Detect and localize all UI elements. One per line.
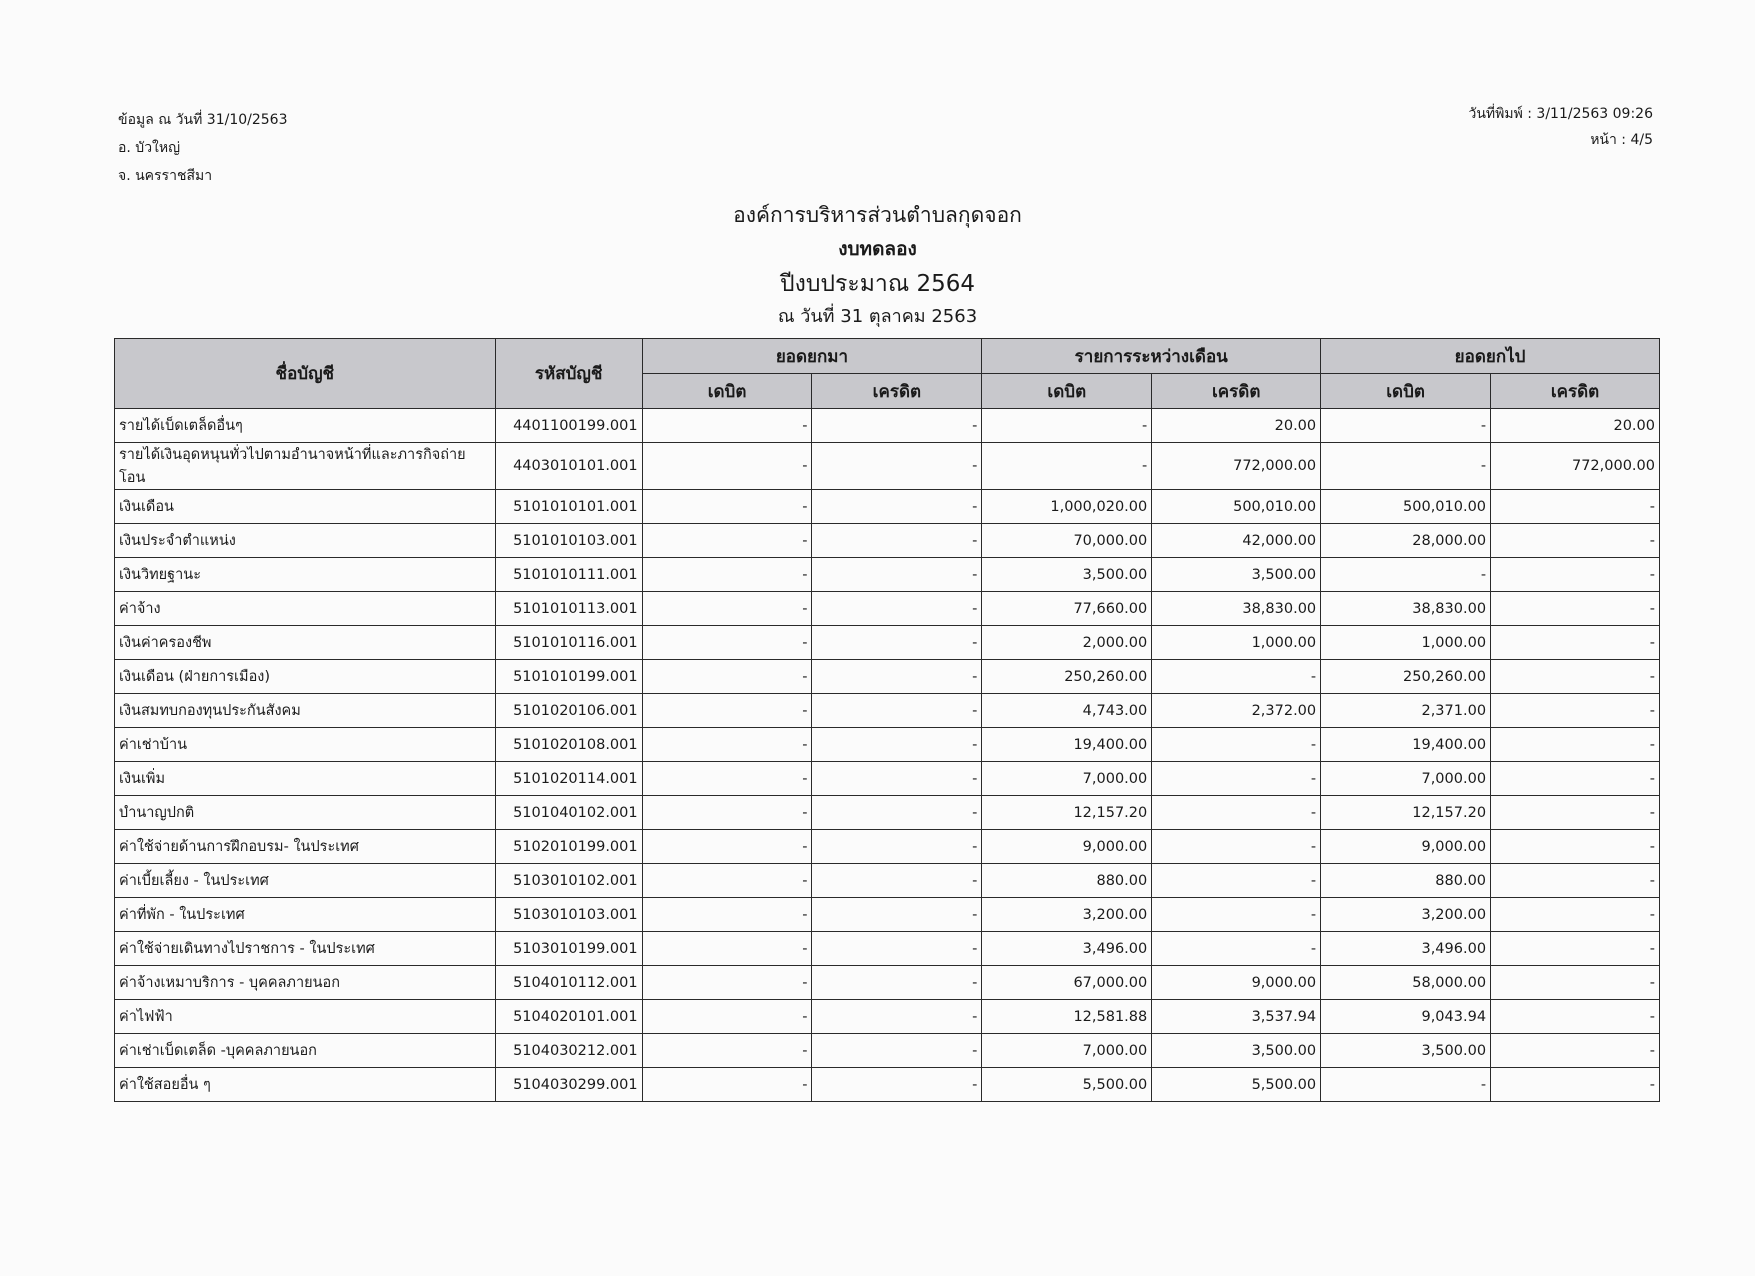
opening-debit-cell: - <box>642 660 812 694</box>
month-debit-cell: 77,660.00 <box>982 592 1152 626</box>
col-account-name: ชื่อบัญชี <box>115 339 496 409</box>
closing-debit-cell: 250,260.00 <box>1321 660 1491 694</box>
district-name: อ. บัวใหญ่ <box>118 140 181 156</box>
closing-debit-cell: 58,000.00 <box>1321 966 1491 1000</box>
month-credit-cell: - <box>1152 898 1321 932</box>
account-code-cell: 5104030299.001 <box>495 1068 642 1102</box>
account-code-cell: 4403010101.001 <box>495 443 642 490</box>
month-credit-cell: - <box>1152 864 1321 898</box>
month-credit-cell: - <box>1152 728 1321 762</box>
closing-debit-cell: 28,000.00 <box>1321 524 1491 558</box>
opening-debit-cell: - <box>642 524 812 558</box>
opening-credit-cell: - <box>812 830 982 864</box>
closing-credit-cell: - <box>1491 728 1660 762</box>
month-credit-cell: 38,830.00 <box>1152 592 1321 626</box>
month-debit-cell: - <box>982 409 1152 443</box>
opening-credit-cell: - <box>812 1000 982 1034</box>
closing-credit-cell: - <box>1491 558 1660 592</box>
month-credit-cell: 5,500.00 <box>1152 1068 1321 1102</box>
closing-credit-cell: - <box>1491 966 1660 1000</box>
opening-credit-cell: - <box>812 524 982 558</box>
table-row <box>115 830 1660 864</box>
closing-debit-cell: 3,500.00 <box>1321 1034 1491 1068</box>
closing-debit-cell: 3,200.00 <box>1321 898 1491 932</box>
fiscal-year-title: ปีงบประมาณ 2564 <box>780 271 975 297</box>
opening-debit-cell: - <box>642 762 812 796</box>
month-debit-cell: 12,581.88 <box>982 1000 1152 1034</box>
closing-debit-cell: 2,371.00 <box>1321 694 1491 728</box>
closing-debit-cell: 3,496.00 <box>1321 932 1491 966</box>
month-credit-cell: - <box>1152 796 1321 830</box>
month-credit-cell: - <box>1152 932 1321 966</box>
month-debit-cell: 250,260.00 <box>982 660 1152 694</box>
table-row <box>115 626 1660 660</box>
account-code-cell: 5101010113.001 <box>495 592 642 626</box>
closing-debit-cell: 19,400.00 <box>1321 728 1491 762</box>
account-name-cell: เงินเพิ่ม <box>115 762 496 796</box>
opening-credit-cell: - <box>812 864 982 898</box>
closing-debit-cell: 880.00 <box>1321 864 1491 898</box>
account-name-cell: ค่าที่พัก - ในประเทศ <box>115 898 496 932</box>
closing-debit-cell: - <box>1321 443 1491 490</box>
month-credit-cell: - <box>1152 762 1321 796</box>
closing-credit-cell: - <box>1491 864 1660 898</box>
account-code-cell: 5101020114.001 <box>495 762 642 796</box>
month-debit-cell: 9,000.00 <box>982 830 1152 864</box>
closing-credit-cell: - <box>1491 1034 1660 1068</box>
account-name-cell: เงินค่าครองชีพ <box>115 626 496 660</box>
account-name-cell: บำนาญปกติ <box>115 796 496 830</box>
opening-debit-cell: - <box>642 728 812 762</box>
as-of-date-title: ณ วันที่ 31 ตุลาคม 2563 <box>777 306 978 327</box>
month-debit-cell: 19,400.00 <box>982 728 1152 762</box>
month-debit-cell: 880.00 <box>982 864 1152 898</box>
opening-credit-cell: - <box>812 728 982 762</box>
table-row <box>115 660 1660 694</box>
month-debit-cell: 3,496.00 <box>982 932 1152 966</box>
table-row <box>115 409 1660 443</box>
month-debit-cell: 3,500.00 <box>982 558 1152 592</box>
opening-credit-cell: - <box>812 490 982 524</box>
table-row <box>115 592 1660 626</box>
account-code-cell: 5103010103.001 <box>495 898 642 932</box>
account-code-cell: 5103010199.001 <box>495 932 642 966</box>
closing-credit-cell: - <box>1491 524 1660 558</box>
table-row <box>115 1034 1660 1068</box>
opening-credit-cell: - <box>812 1068 982 1102</box>
opening-credit-cell: - <box>812 558 982 592</box>
table-row <box>115 864 1660 898</box>
account-code-cell: 5104030212.001 <box>495 1034 642 1068</box>
account-code-cell: 5104010112.001 <box>495 966 642 1000</box>
closing-credit-cell: - <box>1491 762 1660 796</box>
closing-credit-cell: - <box>1491 660 1660 694</box>
closing-debit-cell: - <box>1321 1068 1491 1102</box>
month-debit-cell: 2,000.00 <box>982 626 1152 660</box>
print-date: วันที่พิมพ์ : 3/11/2563 09:26 <box>1468 106 1653 122</box>
header-left <box>118 106 287 190</box>
account-code-cell: 5101010101.001 <box>495 490 642 524</box>
opening-debit-cell: - <box>642 864 812 898</box>
closing-credit-cell: - <box>1491 626 1660 660</box>
opening-debit-cell: - <box>642 443 812 490</box>
account-code-cell: 5104020101.001 <box>495 1000 642 1034</box>
account-code-cell: 5101020108.001 <box>495 728 642 762</box>
account-code-cell: 5101010103.001 <box>495 524 642 558</box>
account-name-cell: ค่าเช่าบ้าน <box>115 728 496 762</box>
table-row <box>115 443 1660 490</box>
account-code-cell: 5101010116.001 <box>495 626 642 660</box>
closing-credit-cell: 20.00 <box>1491 409 1660 443</box>
table-row <box>115 490 1660 524</box>
opening-debit-cell: - <box>642 592 812 626</box>
closing-credit-cell: - <box>1491 1068 1660 1102</box>
opening-debit-cell: - <box>642 1000 812 1034</box>
month-debit-cell: 1,000,020.00 <box>982 490 1152 524</box>
opening-credit-cell: - <box>812 443 982 490</box>
closing-debit-cell: 9,000.00 <box>1321 830 1491 864</box>
table-row <box>115 762 1660 796</box>
opening-credit-cell: - <box>812 626 982 660</box>
opening-credit-cell: - <box>812 796 982 830</box>
account-code-cell: 5101010199.001 <box>495 660 642 694</box>
account-name-cell: ค่าเบี้ยเลี้ยง - ในประเทศ <box>115 864 496 898</box>
col-opening-credit: เครดิต <box>812 374 982 409</box>
month-debit-cell: 7,000.00 <box>982 762 1152 796</box>
month-credit-cell: 2,372.00 <box>1152 694 1321 728</box>
opening-credit-cell: - <box>812 694 982 728</box>
opening-credit-cell: - <box>812 932 982 966</box>
trial-balance-table <box>114 338 1660 1102</box>
opening-credit-cell: - <box>812 1034 982 1068</box>
report-titles <box>0 198 1755 332</box>
opening-credit-cell: - <box>812 409 982 443</box>
table-row <box>115 898 1660 932</box>
month-debit-cell: 7,000.00 <box>982 1034 1152 1068</box>
month-debit-cell: - <box>982 443 1152 490</box>
data-as-of-date: ข้อมูล ณ วันที่ 31/10/2563 <box>118 112 288 128</box>
col-month-debit: เดบิต <box>982 374 1152 409</box>
month-debit-cell: 3,200.00 <box>982 898 1152 932</box>
table-row <box>115 694 1660 728</box>
opening-debit-cell: - <box>642 898 812 932</box>
closing-credit-cell: 772,000.00 <box>1491 443 1660 490</box>
opening-debit-cell: - <box>642 966 812 1000</box>
page-number: หน้า : 4/5 <box>1590 132 1653 148</box>
table-row <box>115 728 1660 762</box>
col-closing-credit: เครดิต <box>1491 374 1660 409</box>
account-name-cell: ค่าใช้จ่ายเดินทางไปราชการ - ในประเทศ <box>115 932 496 966</box>
account-name-cell: ค่าใช้สอยอื่น ๆ <box>115 1068 496 1102</box>
closing-credit-cell: - <box>1491 932 1660 966</box>
month-debit-cell: 67,000.00 <box>982 966 1152 1000</box>
opening-debit-cell: - <box>642 830 812 864</box>
month-credit-cell: 1,000.00 <box>1152 626 1321 660</box>
month-debit-cell: 12,157.20 <box>982 796 1152 830</box>
closing-debit-cell: 38,830.00 <box>1321 592 1491 626</box>
account-code-cell: 5102010199.001 <box>495 830 642 864</box>
opening-debit-cell: - <box>642 409 812 443</box>
col-during-month: รายการระหว่างเดือน <box>982 339 1321 374</box>
account-name-cell: รายได้เบ็ดเตล็ดอื่นๆ <box>115 409 496 443</box>
account-name-cell: รายได้เงินอุดหนุนทั่วไปตามอำนาจหน้าที่และภารกิจถ่ายโอน <box>115 443 496 490</box>
account-code-cell: 5101010111.001 <box>495 558 642 592</box>
opening-credit-cell: - <box>812 762 982 796</box>
account-name-cell: ค่าใช้จ่ายด้านการฝึกอบรม- ในประเทศ <box>115 830 496 864</box>
month-credit-cell: - <box>1152 660 1321 694</box>
table-row <box>115 1068 1660 1102</box>
opening-debit-cell: - <box>642 626 812 660</box>
closing-debit-cell: 500,010.00 <box>1321 490 1491 524</box>
month-credit-cell: 42,000.00 <box>1152 524 1321 558</box>
opening-credit-cell: - <box>812 660 982 694</box>
col-account-code: รหัสบัญชี <box>495 339 642 409</box>
month-debit-cell: 5,500.00 <box>982 1068 1152 1102</box>
month-debit-cell: 4,743.00 <box>982 694 1152 728</box>
table-row <box>115 558 1660 592</box>
closing-debit-cell: 7,000.00 <box>1321 762 1491 796</box>
col-month-credit: เครดิต <box>1152 374 1321 409</box>
account-code-cell: 5101020106.001 <box>495 694 642 728</box>
account-name-cell: เงินประจำตำแหน่ง <box>115 524 496 558</box>
opening-credit-cell: - <box>812 966 982 1000</box>
month-debit-cell: 70,000.00 <box>982 524 1152 558</box>
opening-debit-cell: - <box>642 932 812 966</box>
account-name-cell: ค่าไฟฟ้า <box>115 1000 496 1034</box>
closing-credit-cell: - <box>1491 490 1660 524</box>
month-credit-cell: 3,537.94 <box>1152 1000 1321 1034</box>
month-credit-cell: 500,010.00 <box>1152 490 1321 524</box>
account-name-cell: เงินเดือน <box>115 490 496 524</box>
opening-credit-cell: - <box>812 898 982 932</box>
month-credit-cell: 9,000.00 <box>1152 966 1321 1000</box>
col-opening-balance: ยอดยกมา <box>642 339 982 374</box>
closing-debit-cell: - <box>1321 409 1491 443</box>
closing-credit-cell: - <box>1491 592 1660 626</box>
opening-debit-cell: - <box>642 796 812 830</box>
month-credit-cell: - <box>1152 830 1321 864</box>
opening-debit-cell: - <box>642 558 812 592</box>
table-row <box>115 796 1660 830</box>
opening-credit-cell: - <box>812 592 982 626</box>
account-name-cell: เงินเดือน (ฝ่ายการเมือง) <box>115 660 496 694</box>
closing-credit-cell: - <box>1491 830 1660 864</box>
province-name: จ. นครราชสีมา <box>118 168 213 184</box>
account-code-cell: 5103010102.001 <box>495 864 642 898</box>
opening-debit-cell: - <box>642 1068 812 1102</box>
organization-title: องค์การบริหารส่วนตำบลกุดจอก <box>733 203 1022 227</box>
table-row <box>115 966 1660 1000</box>
col-closing-balance: ยอดยกไป <box>1321 339 1660 374</box>
account-name-cell: เงินสมทบกองทุนประกันสังคม <box>115 694 496 728</box>
month-credit-cell: 3,500.00 <box>1152 1034 1321 1068</box>
closing-credit-cell: - <box>1491 796 1660 830</box>
header-right <box>1468 101 1653 153</box>
month-credit-cell: 772,000.00 <box>1152 443 1321 490</box>
opening-debit-cell: - <box>642 694 812 728</box>
closing-credit-cell: - <box>1491 694 1660 728</box>
opening-debit-cell: - <box>642 1034 812 1068</box>
account-name-cell: ค่าจ้าง <box>115 592 496 626</box>
closing-debit-cell: 1,000.00 <box>1321 626 1491 660</box>
account-code-cell: 4401100199.001 <box>495 409 642 443</box>
table-row <box>115 524 1660 558</box>
col-opening-debit: เดบิต <box>642 374 812 409</box>
opening-debit-cell: - <box>642 490 812 524</box>
closing-credit-cell: - <box>1491 1000 1660 1034</box>
account-code-cell: 5101040102.001 <box>495 796 642 830</box>
closing-credit-cell: - <box>1491 898 1660 932</box>
table-row <box>115 932 1660 966</box>
account-name-cell: เงินวิทยฐานะ <box>115 558 496 592</box>
account-name-cell: ค่าเช่าเบ็ดเตล็ด -บุคคลภายนอก <box>115 1034 496 1068</box>
table-row <box>115 1000 1660 1034</box>
table-body <box>115 409 1660 1102</box>
report-title: งบทดลอง <box>838 238 917 260</box>
closing-debit-cell: 9,043.94 <box>1321 1000 1491 1034</box>
month-credit-cell: 3,500.00 <box>1152 558 1321 592</box>
header-row-groups <box>115 339 1660 374</box>
closing-debit-cell: 12,157.20 <box>1321 796 1491 830</box>
month-credit-cell: 20.00 <box>1152 409 1321 443</box>
col-closing-debit: เดบิต <box>1321 374 1491 409</box>
account-name-cell: ค่าจ้างเหมาบริการ - บุคคลภายนอก <box>115 966 496 1000</box>
closing-debit-cell: - <box>1321 558 1491 592</box>
